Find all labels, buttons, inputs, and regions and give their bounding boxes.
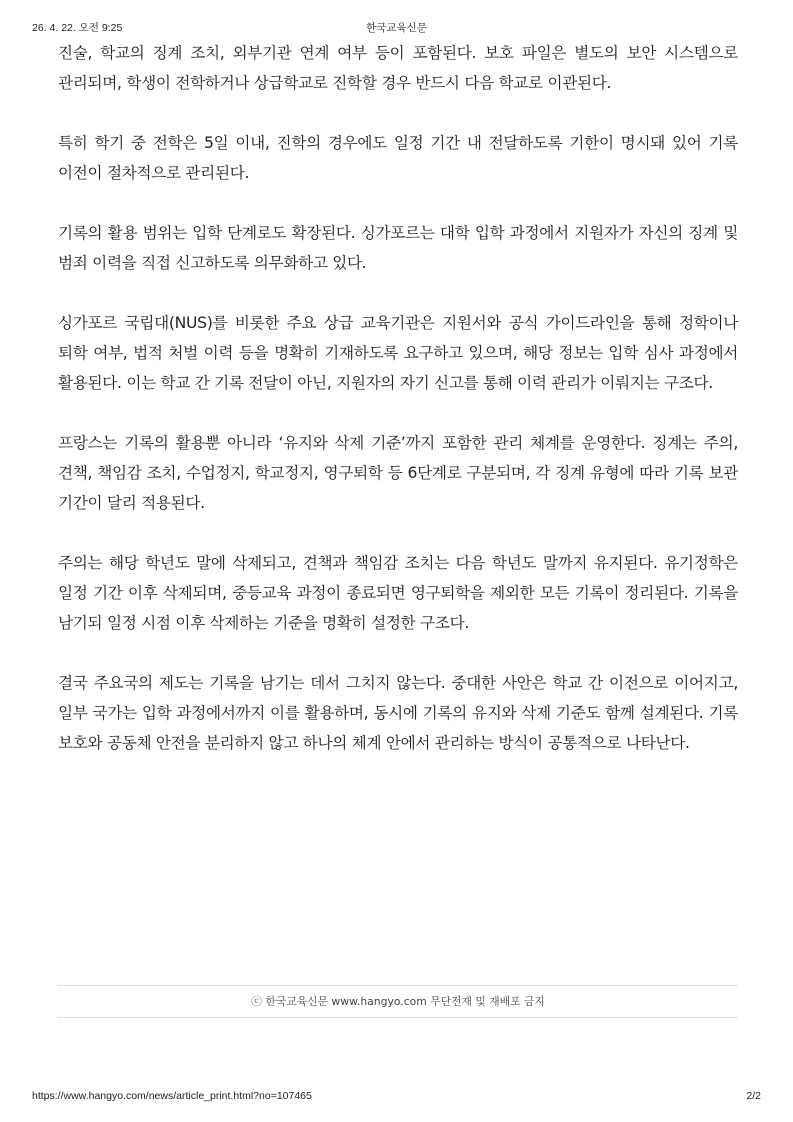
print-header [0,20,793,36]
copyright-notice: ⓒ 한국교육신문 www.hangyo.com 무단전재 및 재배포 금지 [58,985,738,1018]
article-paragraph: 프랑스는 기록의 활용뿐 아니라 ‘유지와 삭제 기준’까지 포함한 관리 체계를 운영한다. 징계는 주의, 견책, 책임감 조치, 수업정지, 학교정지, 영구퇴학 등 6단계로 구분되며, 각 징계 유형에 따라 기록 보관 기간이 달리 적용된다. [58,434,738,512]
article-paragraph: 주의는 해당 학년도 말에 삭제되고, 견책과 책임감 조치는 다음 학년도 말까지 유지된다. 유기정학은 일정 기간 이후 삭제되며, 중등교육 과정이 종료되면 영구퇴학을 제외한 모든 기록이 정리된다. 기록을 남기되 일정 시점 이후 삭제하는 기준을 명확히 설정한 구조다. [58,554,738,632]
print-datetime: 26. 4. 22. 오전 9:25 [32,22,123,34]
article-paragraph: 기록의 활용 범위는 입학 단계로도 확장된다. 싱가포르는 대학 입학 과정에서 지원자가 자신의 징계 및 범죄 이력을 직접 신고하도록 의무화하고 있다. [58,224,738,272]
print-url: https://www.hangyo.com/news/article_print.html?no=107465 [32,1090,312,1102]
article-paragraph: 싱가포르 국립대(NUS)를 비롯한 주요 상급 교육기관은 지원서와 공식 가이드라인을 통해 정학이나 퇴학 여부, 법적 처벌 이력 등을 명확히 기재하도록 요구하고 있으며, 해당 정보는 입학 심사 과정에서 활용된다. 이는 학교 간 기록 전달이 아닌, 지원자의 자기 신고를 통해 이력 관리가 이뤄지는 구조다. [58,314,738,392]
article-paragraph: 결국 주요국의 제도는 기록을 남기는 데서 그치지 않는다. 중대한 사안은 학교 간 이전으로 이어지고, 일부 국가는 입학 과정에서까지 이를 활용하며, 동시에 기록의 유지와 삭제 기준도 함께 설계된다. 기록 보호와 공동체 안전을 분리하지 않고 하나의 체계 안에서 관리하는 방식이 공통적으로 나타난다. [58,674,738,752]
print-footer [0,1090,793,1106]
page-number: 2/2 [746,1090,761,1102]
article-paragraph: 특히 학기 중 전학은 5일 이내, 진학의 경우에도 일정 기간 내 전달하도록 기한이 명시돼 있어 기록 이전이 절차적으로 관리된다. [58,134,738,182]
article-body [58,38,738,788]
article-paragraph: 진술, 학교의 징계 조치, 외부기관 연계 여부 등이 포함된다. 보호 파일은 별도의 보안 시스템으로 관리되며, 학생이 전학하거나 상급학교로 진학할 경우 반드시 다음 학교로 이관된다. [58,44,738,92]
print-site-name: 한국교육신문 [366,22,427,34]
